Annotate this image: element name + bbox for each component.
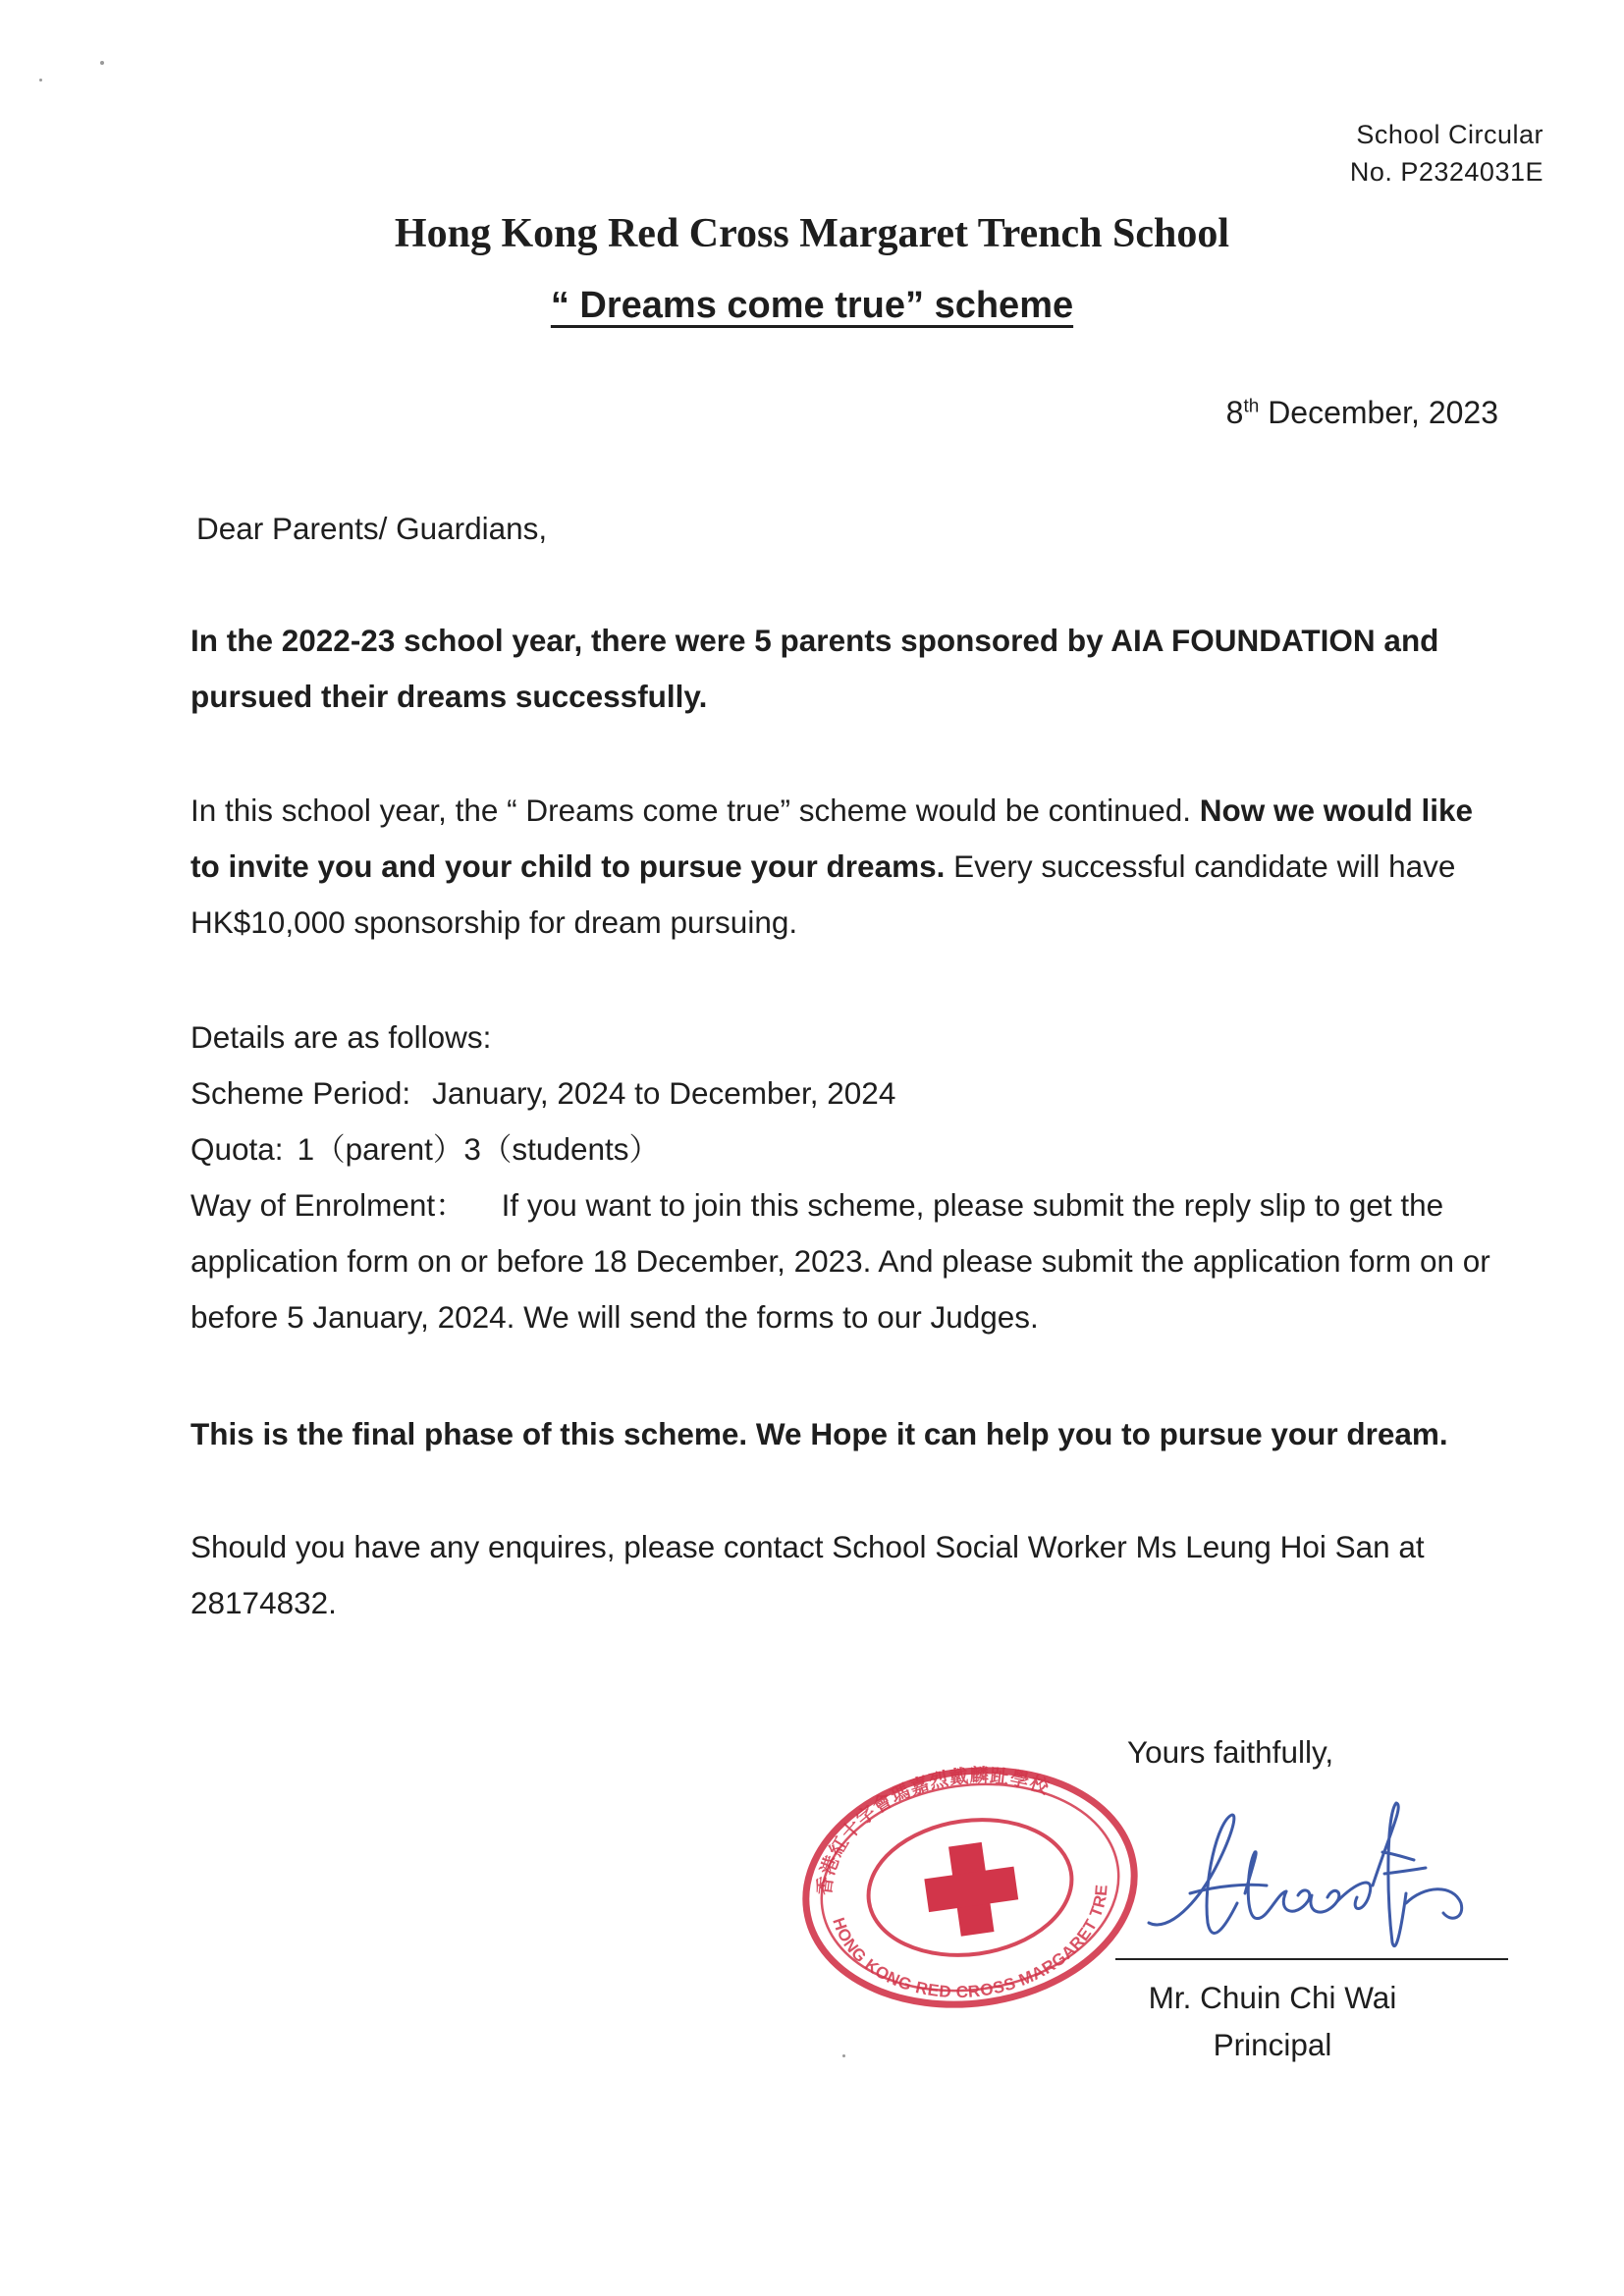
principal-signature <box>1129 1776 1492 1972</box>
scheme-period-value: January, 2024 to December, 2024 <box>432 1075 896 1111</box>
date-suffix: th <box>1243 396 1260 417</box>
svg-text:HONG KONG RED CROSS MARGARET T: HONG KONG RED CROSS MARGARET TRENCH <box>829 1883 1111 2002</box>
sign-off: Yours faithfully, <box>1127 1734 1334 1770</box>
svg-text:香港紅十字會瑪嘉烈戴麟趾學校: 香港紅十字會瑪嘉烈戴麟趾學校 <box>813 1765 1053 1897</box>
salutation: Dear Parents/ Guardians, <box>196 511 548 546</box>
scheme-title: “ Dreams come true” scheme <box>550 285 1074 326</box>
scan-speck <box>842 2054 845 2057</box>
quota-value: 1（parent）3（students） <box>297 1131 660 1167</box>
enrolment-label: Way of Enrolment： <box>190 1187 466 1223</box>
enrolment-text: If you want to join this scheme, please submit the reply slip to get the application form on or before 18 December, 2023. And please submit the application form on or before 5 January, 2024. We will send the forms to our Judges. <box>190 1187 1490 1335</box>
scheme-period-row <box>190 1066 1496 1121</box>
school-name-heading: Hong Kong Red Cross Margaret Trench School <box>394 211 1230 256</box>
final-phase-note: This is the final phase of this scheme. We Hope it can help you to pursue your dream. <box>190 1416 1448 1451</box>
paragraph-invitation <box>190 783 1496 951</box>
quota-label: Quota: <box>190 1131 284 1167</box>
invitation-highlight: Now we would like to invite you and your child to pursue your dreams. <box>190 793 1474 884</box>
paragraph-previous-year: In the 2022-23 school year, there were 5 parents sponsored by AIA FOUNDATION and pursued their dreams successfully. <box>190 623 1439 714</box>
invitation-intro: In this school year, the “ Dreams come true” scheme would be continued. <box>190 793 1200 828</box>
details-block <box>190 1010 1496 1345</box>
signer-block <box>1115 1974 1430 2068</box>
enrolment-row <box>190 1177 1496 1345</box>
scheme-period-label: Scheme Period: <box>190 1075 411 1111</box>
scan-speck <box>39 79 42 82</box>
invitation-sponsorship: Every successful candidate will have HK$10,000 sponsorship for dream pursuing. <box>190 848 1456 940</box>
details-heading: Details are as follows: <box>190 1019 492 1055</box>
school-stamp-seal <box>793 1760 1147 2015</box>
enquiry-paragraph: Should you have any enquires, please contact School Social Worker Ms Leung Hoi San at 28174832. <box>190 1529 1425 1620</box>
circular-number: No. P2324031E <box>1349 157 1543 187</box>
signature-line <box>1115 1958 1508 1960</box>
date-day: 8 <box>1225 395 1244 430</box>
letter-date <box>1226 395 1498 431</box>
signer-title: Principal <box>1213 2027 1332 2062</box>
circular-number-block <box>1350 116 1543 191</box>
signer-name: Mr. Chuin Chi Wai <box>1148 1980 1397 2015</box>
quota-row <box>190 1121 1496 1177</box>
circular-label: School Circular <box>1356 120 1543 149</box>
date-rest: December, 2023 <box>1259 395 1498 430</box>
scan-speck <box>100 61 104 65</box>
